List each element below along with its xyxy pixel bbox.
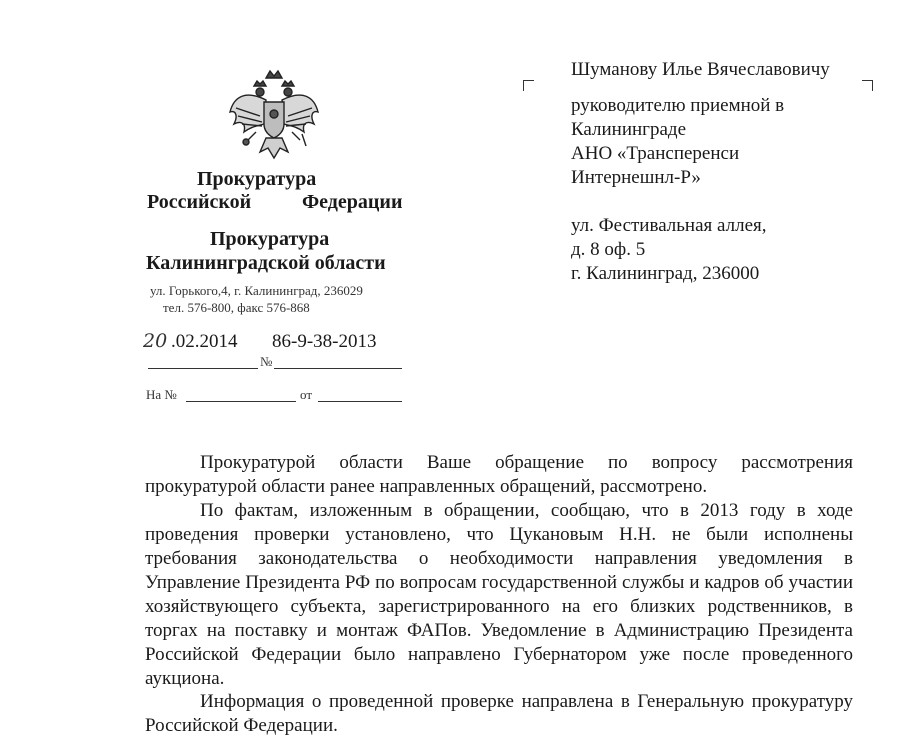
recipient-corner-left [523,80,534,91]
number-underline [274,368,402,369]
letter-date: .02.2014 [171,331,238,352]
recipient-position-line3: АНО «Трансперенси [571,143,740,164]
recipient-name: Шуманову Илье Вячеславовичу [571,59,830,80]
org-name-line1b: Российской [147,191,252,213]
reference-from-label: от [300,387,313,402]
letter-number: 86-9-38-2013 [272,331,377,352]
recipient-address-line1: ул. Фестивальная аллея, [571,215,767,236]
handwritten-date-day: 20 [143,330,168,352]
reference-label: На № [146,387,177,402]
recipient-corner-right [862,80,873,91]
sender-address: ул. Горького,4, г. Калининград, 236029 [150,283,363,298]
date-underline [148,368,258,369]
recipient-address-line2: д. 8 оф. 5 [571,239,646,260]
number-label: № [260,354,273,369]
body-paragraph-1: Прокуратурой области Ваше обращение по вопросу рассмотрения прокуратурой области ранее направленных обращений, рассмотрено. [145,452,853,497]
body-paragraph-2: По фактам, изложенным в обращении, сообщаю, что в 2013 году в ходе проведения проверки установлено, что Цукановым Н.Н. не были исполнены требования законодательства о необходимости направления уведомления в Управление Президента РФ по вопросам государственной службы и кадров об участии хозяйствующего субъекта, зарегистрированного на его близких родственников, в торгах на поставку и монтаж ФАПов. Уведомление в Администрацию Президента Российской Федерации было направлено Губернатором уже после проведенного аукциона. [145,500,853,689]
recipient-position-line2: Калининграде [571,119,687,140]
body-paragraph-3: Информация о проведенной проверке направлена в Генеральную прокуратуру Российской Федерации. [145,691,853,736]
coat-of-arms-emblem [226,66,322,166]
org-name-line1a: Прокуратура [197,168,317,190]
org-name-line2a: Прокуратура [210,228,330,250]
reference-from-underline [318,401,402,402]
reference-underline [186,401,296,402]
org-name-line1c: Федерации [302,191,403,213]
org-name-line2b: Калининградской области [146,252,386,274]
recipient-address-line3: г. Калининград, 236000 [571,263,760,284]
recipient-position-line1: руководителю приемной в [571,95,785,116]
sender-phone: тел. 576-800, факс 576-868 [163,300,310,315]
recipient-position-line4: Интернешнл-Р» [571,167,701,188]
